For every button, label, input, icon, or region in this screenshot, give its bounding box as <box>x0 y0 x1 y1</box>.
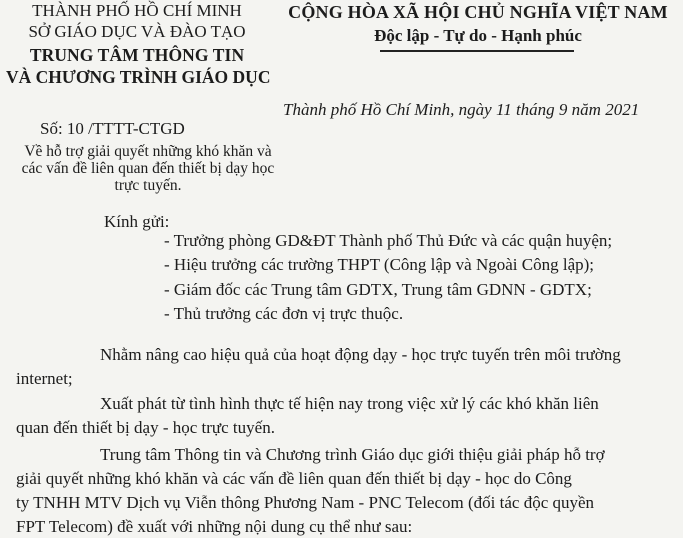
subject <box>18 143 278 194</box>
subject-line: các vấn đề liên quan đến thiết bị dạy học <box>21 160 275 177</box>
national-motto: Độc lập - Tự do - Hạnh phúc <box>374 26 582 45</box>
issuer-center-line2: VÀ CHƯƠNG TRÌNH GIÁO DỤC <box>6 67 271 87</box>
recipient-item: - Thủ trưởng các đơn vị trực thuộc. <box>164 304 404 323</box>
body-line: quan đến thiết bị dạy - học trực tuyến. <box>16 418 275 437</box>
document-number: Số: 10 /TTTT-CTGD <box>40 119 185 138</box>
recipient-item: - Giám đốc các Trung tâm GDTX, Trung tâm GDNN - GDTX; <box>164 280 592 299</box>
motto-underline <box>380 50 574 52</box>
body-line: Trung tâm Thông tin và Chương trình Giáo dục giới thiệu giải pháp hỗ trợ <box>100 445 605 464</box>
issuer-city: THÀNH PHỐ HỒ CHÍ MINH <box>32 1 242 20</box>
salutation: Kính gửi: <box>104 212 170 231</box>
subject-line: Về hỗ trợ giải quyết những khó khăn và <box>24 143 272 160</box>
subject-line: trực tuyến. <box>114 177 182 194</box>
recipient-item: - Hiệu trưởng các trường THPT (Công lập và Ngoài Công lập); <box>164 255 595 274</box>
body-line: Nhằm nâng cao hiệu quả của hoạt động dạy - học trực tuyến trên môi trường <box>100 345 621 364</box>
body-line: FPT Telecom) đề xuất với những nội dung cụ thể như sau: <box>16 517 413 536</box>
recipient-item: - Trưởng phòng GD&ĐT Thành phố Thủ Đức và các quận huyện; <box>164 231 613 250</box>
body-line: giải quyết những khó khăn và các vấn đề liên quan đến thiết bị dạy - học do Công <box>16 469 572 488</box>
national-title: CỘNG HÒA XÃ HỘI CHỦ NGHĨA VIỆT NAM <box>288 2 668 22</box>
body-line: ty TNHH MTV Dịch vụ Viễn thông Phương Nam - PNC Telecom (đối tác độc quyền <box>16 493 595 512</box>
issuer-center-line1: TRUNG TÂM THÔNG TIN <box>29 45 245 65</box>
body-line: Xuất phát từ tình hình thực tế hiện nay trong việc xử lý các khó khăn liên <box>100 394 599 413</box>
body-line: internet; <box>16 369 73 388</box>
dateline: Thành phố Hồ Chí Minh, ngày 11 tháng 9 năm 2021 <box>283 100 640 119</box>
issuer-department: SỞ GIÁO DỤC VÀ ĐÀO TẠO <box>28 22 246 41</box>
